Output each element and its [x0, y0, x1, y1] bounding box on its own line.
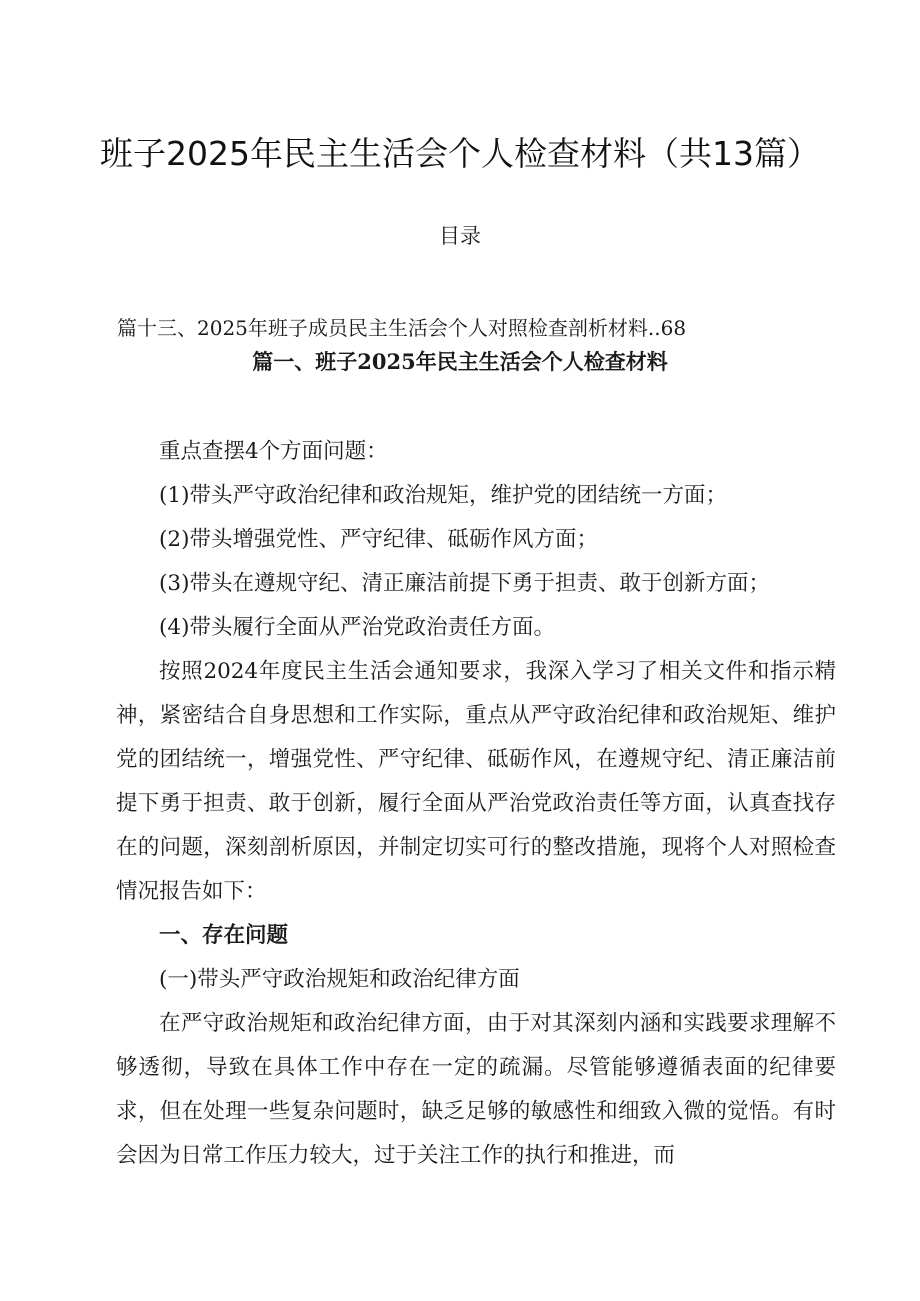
list-item: (3)带头在遵规守纪、清正廉洁前提下勇于担责、敢于创新方面；	[159, 571, 770, 596]
list-item: (4)带头履行全面从严治党政治责任方面。	[159, 615, 555, 640]
intro-paragraph: 重点查摆4个方面问题：	[159, 439, 388, 464]
toc-heading: 目录	[439, 224, 481, 248]
list-item: (1)带头严守政治纪律和政治规矩，维护党的团结统一方面；	[159, 483, 727, 508]
list-item: (2)带头增强党性、严守纪律、砥砺作风方面；	[159, 527, 598, 552]
body-paragraph: 按照2024年度民主生活会通知要求，我深入学习了相关文件和指示精神，紧密结合自身思想和工作实际，重点从严守政治纪律和政治规矩、维护党的团结统一，增强党性、严守纪律、砥砺作风，在遵规守纪、清正廉洁前提下勇于担责、敢于创新，履行全面从严治党政治责任等方面，认真查找存在的问题，深刻剖析原因，并制定切实可行的整改措施，现将个人对照检查情况报告如下：	[116, 659, 836, 904]
sub-subsection-heading: (一)带头严守政治规矩和政治纪律方面	[159, 967, 520, 992]
document-title: 班子2025年民主生活会个人检查材料（共13篇）	[100, 134, 820, 173]
body-paragraph: 在严守政治规矩和政治纪律方面，由于对其深刻内涵和实践要求理解不够透彻，导致在具体工作中存在一定的疏漏。尽管能够遵循表面的纪律要求，但在处理一些复杂问题时，缺乏足够的敏感性和细致入微的觉悟。有时会因为日常工作压力较大，过于关注工作的执行和推进，而	[116, 1011, 836, 1168]
subsection-heading: 一、存在问题	[159, 923, 289, 948]
toc-entry[interactable]: 篇十三、2025年班子成员民主生活会个人对照检查剖析材料..68	[117, 316, 687, 340]
section-title: 篇一、班子2025年民主生活会个人检查材料	[252, 349, 668, 374]
document-body	[116, 430, 836, 1178]
